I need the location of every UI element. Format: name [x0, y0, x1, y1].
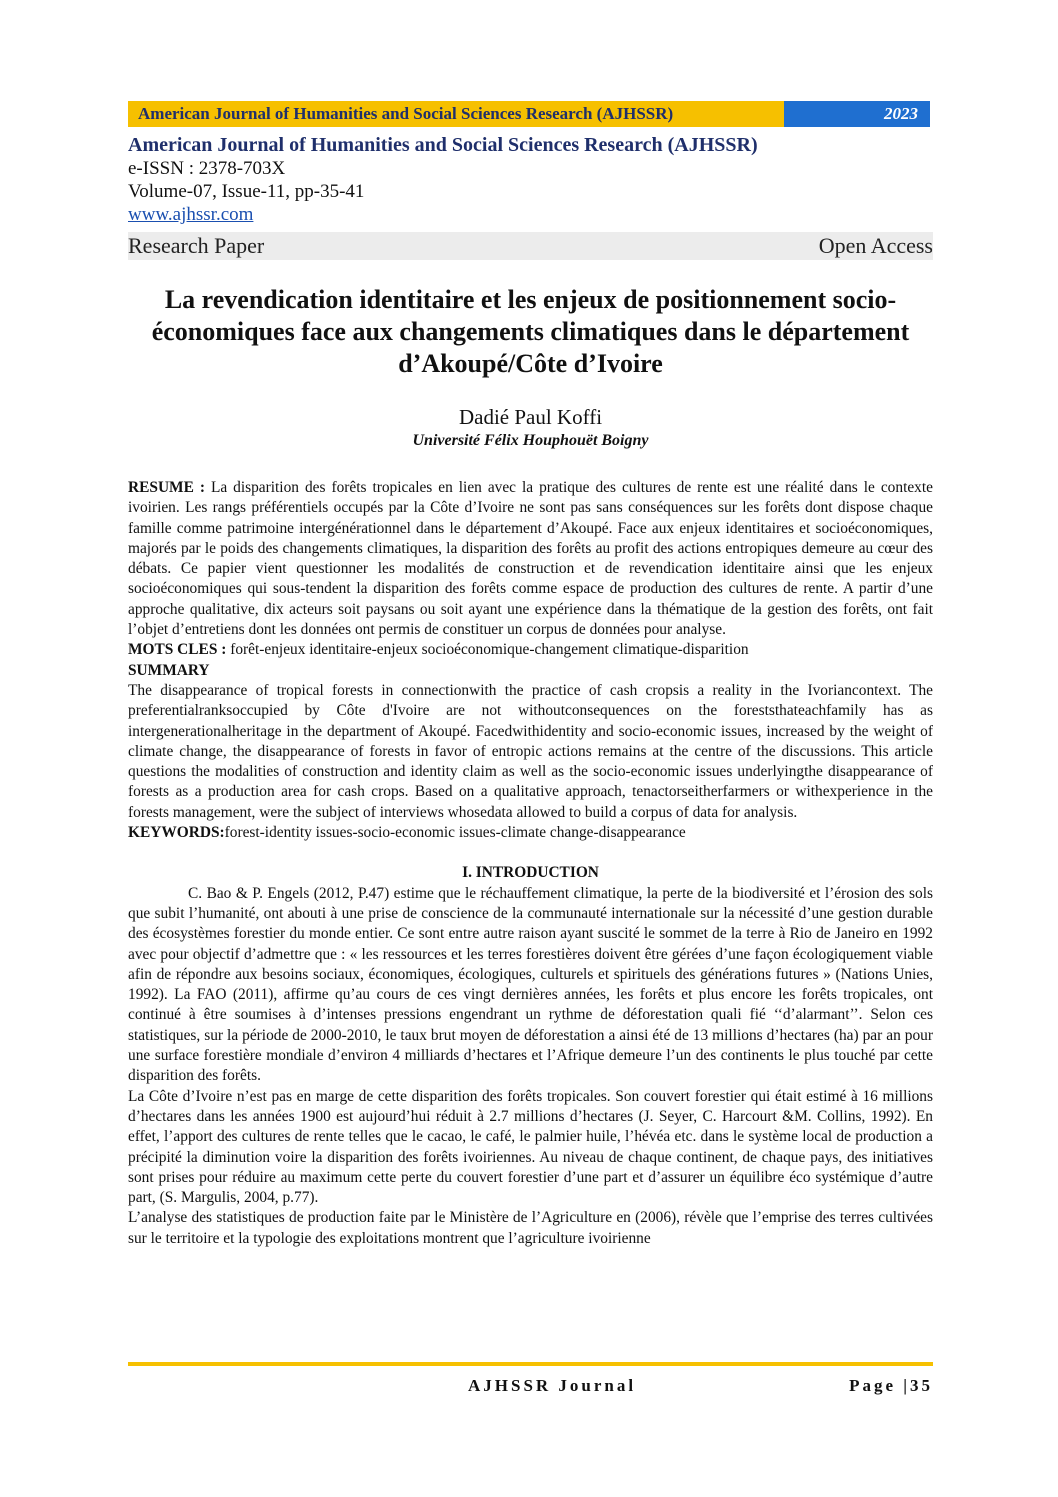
volume-issue: Volume-07, Issue-11, pp-35-41	[128, 181, 365, 202]
keywords-en	[128, 823, 933, 843]
journal-url-link[interactable]: www.ajhssr.com	[128, 204, 254, 225]
running-header-year: 2023	[784, 101, 930, 127]
section-heading-introduction: I. INTRODUCTION	[462, 864, 599, 882]
article-body	[128, 478, 933, 1249]
running-header-band	[128, 101, 930, 127]
keywords-en-text: forest-identity issues-socio-economic issues-climate change-disappearance	[224, 824, 686, 842]
intro-paragraph-2: La Côte d’Ivoire n’est pas en marge de cette disparition des forêts tropicales. Son couvert forestier qui était estimé à 16 millions d’hectares dans les années 1900 est aujourd’hui réduit à 2.7 millions d’hectares (J. Seyer, C. Harcourt &M. Collins, 1992). En effet, l’apport des cultures de rente telles que le cacao, le café, le palmier huile, l’hévéa etc. dans le système local de production a précipité la diminution voire la disparition des forêts ivoiriennes. Au niveau de chaque continent, de chaque pays, des initiatives sont prises pour réduire au maximum cette perte du couvert forestier d’une part et d’assurer un équilibre éco systémique d’autre part, (S. Margulis, 2004, p.77).	[128, 1087, 933, 1207]
footer-rule	[128, 1362, 933, 1366]
intro-paragraph-1: C. Bao & P. Engels (2012, P.47) estime que le réchauffement climatique, la perte de la biodiversité et l’érosion des sols que subit l’humanité, ont abouti à une prise de conscience de la communauté internationale sur la nécessité d’une gestion durable des écosystèmes forestier du monde entier. Ce sont entre autre raison ayant suscité le sommet de la terre à Rio de Janeiro en 1992 avec pour objectif d’admettre que : « les ressources et les terres forestières doivent être gérées d’une façon écologiquement viable afin de répondre aux besoins sociaux, économiques, écologiques, culturels et spirituels des générations futures » (Nations Unies, 1992). La FAO (2011), affirme qu’au cours de ces vingt dernières années, les forêts et plus encore les forêts tropicales, ont continué à être soumises à d’intenses pressions engendrant un rythme de déforestation quali fié ‘‘d’alarmant’’. Selon ces statistiques, sur la période de 2000-2010, le taux brut moyen de déforestation a ainsi été de 13 millions d’hectares (ha) par an pour une surface forestière mondiale d’environ 4 milliards d’hectares et l’Afrique demeure l’un des continents le plus touché par cette disparition des forêts.	[128, 884, 933, 1085]
footer-page-number: Page |35	[849, 1376, 933, 1395]
masthead	[128, 134, 933, 226]
author-affiliation: Université Félix Houphouët Boigny	[412, 432, 649, 449]
footer-journal: AJHSSR Journal	[468, 1376, 637, 1395]
eissn: e-ISSN : 2378-703X	[128, 158, 286, 179]
running-header-journal: American Journal of Humanities and Social Sciences Research (AJHSSR)	[128, 101, 784, 127]
keywords-fr	[128, 640, 933, 660]
article-title: La revendication identitaire et les enjeux de positionnement socio-économiques face aux changements climatiques dans le département d’Akoupé/Côte d’Ivoire	[151, 285, 910, 378]
open-access-label: Open Access	[818, 233, 933, 258]
summary-heading: SUMMARY	[128, 661, 210, 679]
paper-type-label: Research Paper	[128, 233, 265, 258]
author-name: Dadié Paul Koffi	[458, 405, 603, 429]
keywords-fr-text: forêt-enjeux identitaire-enjeux socioéconomique-changement climatique-disparition	[230, 641, 749, 659]
abstract-fr-text: La disparition des forêts tropicales en lien avec la pratique des cultures de rente est une réalité dans le contexte ivoirien. Les rangs préférentiels occupés par la Côte d’Ivoire ne sont pas sans conséquences sur les forêts dont dispose chaque famille comme patrimoine intergénérationnel dans le département d’Akoupé. Face aux enjeux identitaires et socioéconomiques, majorés par le poids des changements climatiques, la disparition des forêts au profit des actions entropiques demeure au cœur des débats. Ce papier vient questionner les modalités de construction et de revendication identitaire ainsi que les enjeux socioéconomiques qui sous-tendent la disparition des forêts comme espace de production des cultures de rente. A partir d’une approche qualitative, dix acteurs soit paysans ou soit ayant une expérience dans la thématique de la gestion des forêts, ont fait l’objet d’entretiens dont les données ont permis de constituer un corpus de données pour analyse.	[128, 479, 933, 639]
keywords-en-label: KEYWORDS:	[128, 824, 225, 842]
abstract-en-text: The disappearance of tropical forests in connectionwith the practice of cash cropsis a reality in the Ivoriancontext. The preferentialranksoccupied by Côte d'Ivoire are not withoutconsequences on the foreststhateachfamily has as intergenerationalheritage in the department of Akoupé. Facedwithidentity and socio-economic issues, increased by the weight of climate change, the disappearance of forests in favor of entropic actions remains at the centre of the discussions. This article questions the modalities of construction and identity claim as well as the socio-economic issues underlyingthe disappearance of forests as a production area for cash crops. Based on a qualitative approach, tenactorseitherfarmers or withexperience in the forests management, were the subject of interviews whosedata allowed to build a corpus of data for analysis.	[128, 681, 933, 821]
abstract-fr-label: RESUME :	[128, 479, 205, 496]
journal-title: American Journal of Humanities and Social Sciences Research (AJHSSR)	[128, 134, 758, 156]
paper-type-bar	[128, 232, 933, 260]
intro-paragraph-3: L’analyse des statistiques de production faite par le Ministère de l’Agriculture en (2006), révèle que l’emprise des terres cultivées sur le territoire et la typologie des exploitations montrent que l’agriculture ivoirienne	[128, 1209, 933, 1247]
keywords-fr-label: MOTS CLES :	[128, 641, 227, 659]
abstract-fr	[128, 478, 933, 640]
